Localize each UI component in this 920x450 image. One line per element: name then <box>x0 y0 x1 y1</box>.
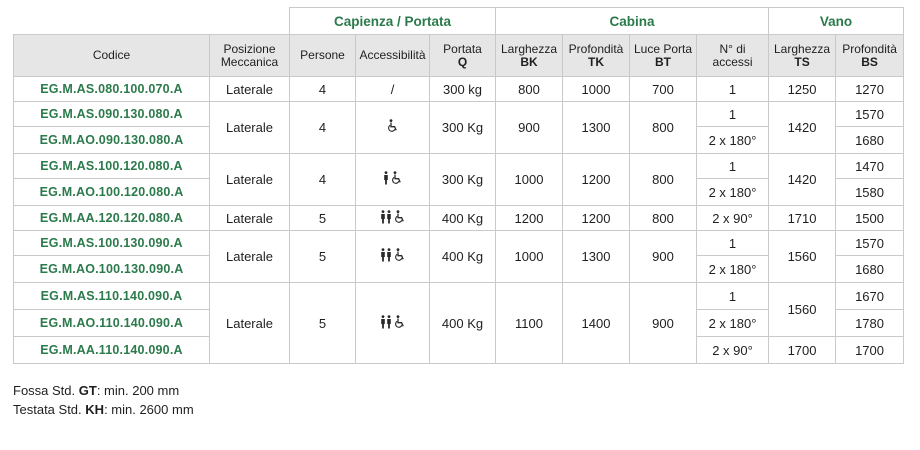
group-header-row <box>14 8 904 35</box>
bs-cell: 1700 <box>836 337 904 364</box>
col-door-label: Luce Porta <box>633 41 693 56</box>
position-cell: Laterale <box>210 231 290 283</box>
bt-cell: 800 <box>630 206 697 231</box>
table-row <box>14 154 904 179</box>
table-row <box>14 283 904 310</box>
position-cell: Laterale <box>210 206 290 231</box>
bt-cell: 900 <box>630 283 697 364</box>
ts-cell: 1420 <box>769 154 836 206</box>
tk-cell: 1300 <box>563 231 630 283</box>
col-cab-width-symbol: BK <box>520 54 538 69</box>
code-cell: EG.M.AO.110.140.090.A <box>14 310 210 337</box>
table-row <box>14 231 904 256</box>
bs-cell: 1680 <box>836 127 904 154</box>
persons-cell: 4 <box>290 77 356 102</box>
bs-cell: 1500 <box>836 206 904 231</box>
accessibility-cell <box>356 154 430 206</box>
bs-cell: 1670 <box>836 283 904 310</box>
col-accessibility: Accessibilità <box>356 35 430 77</box>
col-door <box>630 35 697 77</box>
load-cell: 300 Kg <box>430 154 496 206</box>
load-cell: 300 kg <box>430 77 496 102</box>
ts-cell: 1710 <box>769 206 836 231</box>
access-cell: 1 <box>697 102 769 127</box>
group-cabin: Cabina <box>496 8 769 35</box>
code-cell: EG.M.AA.110.140.090.A <box>14 337 210 364</box>
col-access-line2: accessi <box>712 54 753 69</box>
bt-cell: 900 <box>630 231 697 283</box>
bk-cell: 1000 <box>496 231 563 283</box>
lift-spec-table <box>13 7 904 364</box>
bs-cell: 1270 <box>836 77 904 102</box>
access-cell: 2 x 180° <box>697 310 769 337</box>
group-capacity: Capienza / Portata <box>290 8 496 35</box>
code-cell: EG.M.AO.100.120.080.A <box>14 179 210 206</box>
col-access-line1: N° di <box>719 41 746 56</box>
persons-cell: 4 <box>290 102 356 154</box>
col-door-symbol: BT <box>655 54 672 69</box>
footnotes <box>13 381 194 419</box>
accessibility-cell <box>356 231 430 283</box>
bk-cell: 800 <box>496 77 563 102</box>
bt-cell: 800 <box>630 102 697 154</box>
col-load <box>430 35 496 77</box>
col-position-line2: Meccanica <box>220 54 279 69</box>
col-shaft-width <box>769 35 836 77</box>
pit-note-symbol: GT <box>78 383 97 398</box>
position-cell: Laterale <box>210 283 290 364</box>
bs-cell: 1570 <box>836 231 904 256</box>
col-shaft-depth <box>836 35 904 77</box>
bs-cell: 1580 <box>836 179 904 206</box>
group-shaft: Vano <box>769 8 904 35</box>
bk-cell: 1200 <box>496 206 563 231</box>
pit-note-value: : min. 200 mm <box>96 383 180 398</box>
code-cell: EG.M.AA.120.120.080.A <box>14 206 210 231</box>
bs-cell: 1680 <box>836 256 904 283</box>
col-shaft-depth-label: Profondità <box>842 41 897 56</box>
access-cell: 2 x 180° <box>697 179 769 206</box>
position-cell: Laterale <box>210 77 290 102</box>
load-cell: 300 Kg <box>430 102 496 154</box>
bt-cell: 700 <box>630 77 697 102</box>
col-cab-width-label: Larghezza <box>500 41 558 56</box>
two-persons-wheelchair-icon <box>380 210 406 224</box>
bt-cell: 800 <box>630 154 697 206</box>
bk-cell: 1100 <box>496 283 563 364</box>
access-cell: 1 <box>697 77 769 102</box>
persons-cell: 5 <box>290 283 356 364</box>
col-code: Codice <box>14 35 210 77</box>
tk-cell: 1400 <box>563 283 630 364</box>
ts-cell: 1250 <box>769 77 836 102</box>
headroom-note-value: : min. 2600 mm <box>104 402 194 417</box>
accessibility-cell <box>356 206 430 231</box>
code-cell: EG.M.AS.090.130.080.A <box>14 102 210 127</box>
tk-cell: 1200 <box>563 206 630 231</box>
ts-cell: 1420 <box>769 102 836 154</box>
access-cell: 2 x 90° <box>697 337 769 364</box>
two-persons-wheelchair-icon <box>380 248 406 262</box>
persons-cell: 5 <box>290 231 356 283</box>
table-row <box>14 206 904 231</box>
code-cell: EG.M.AO.100.130.090.A <box>14 256 210 283</box>
code-cell: EG.M.AO.090.130.080.A <box>14 127 210 154</box>
position-cell: Laterale <box>210 102 290 154</box>
headroom-note-prefix: Testata Std. <box>13 402 82 417</box>
access-cell: 1 <box>697 154 769 179</box>
load-cell: 400 Kg <box>430 283 496 364</box>
table-row <box>14 102 904 127</box>
ts-cell: 1700 <box>769 337 836 364</box>
access-cell: 1 <box>697 283 769 310</box>
col-cab-depth-label: Profondità <box>568 41 624 56</box>
person-wheelchair-icon <box>383 171 403 185</box>
col-persons: Persone <box>290 35 356 77</box>
access-cell: 2 x 90° <box>697 206 769 231</box>
persons-cell: 5 <box>290 206 356 231</box>
bk-cell: 900 <box>496 102 563 154</box>
col-access <box>697 35 769 77</box>
position-cell: Laterale <box>210 154 290 206</box>
tk-cell: 1300 <box>563 102 630 154</box>
col-load-label: Portata <box>443 41 482 56</box>
access-cell: 2 x 180° <box>697 127 769 154</box>
col-position <box>210 35 290 77</box>
bk-cell: 1000 <box>496 154 563 206</box>
two-persons-wheelchair-icon <box>380 315 406 329</box>
persons-cell: 4 <box>290 154 356 206</box>
access-cell: 1 <box>697 231 769 256</box>
bs-cell: 1570 <box>836 102 904 127</box>
code-cell: EG.M.AS.100.120.080.A <box>14 154 210 179</box>
col-shaft-width-symbol: TS <box>794 54 810 69</box>
ts-cell: 1560 <box>769 231 836 283</box>
code-cell: EG.M.AS.110.140.090.A <box>14 283 210 310</box>
accessibility-cell: / <box>356 77 430 102</box>
headroom-note <box>13 400 194 419</box>
column-header-row <box>14 35 904 77</box>
group-header-blank <box>14 8 290 35</box>
headroom-note-symbol: KH <box>85 402 105 417</box>
col-cab-depth-symbol: TK <box>588 54 605 69</box>
bs-cell: 1780 <box>836 310 904 337</box>
col-shaft-depth-symbol: BS <box>861 54 878 69</box>
col-load-symbol: Q <box>457 54 468 69</box>
code-cell: EG.M.AS.100.130.090.A <box>14 231 210 256</box>
col-cab-width <box>496 35 563 77</box>
load-cell: 400 Kg <box>430 206 496 231</box>
tk-cell: 1200 <box>563 154 630 206</box>
tk-cell: 1000 <box>563 77 630 102</box>
accessibility-cell <box>356 102 430 154</box>
pit-note-prefix: Fossa Std. <box>13 383 76 398</box>
col-cab-depth <box>563 35 630 77</box>
col-position-line1: Posizione <box>223 41 276 56</box>
ts-cell: 1560 <box>769 283 836 337</box>
wheelchair-icon <box>387 119 399 133</box>
col-shaft-width-label: Larghezza <box>774 41 831 56</box>
accessibility-cell <box>356 283 430 364</box>
code-cell: EG.M.AS.080.100.070.A <box>14 77 210 102</box>
pit-note <box>13 381 194 400</box>
bs-cell: 1470 <box>836 154 904 179</box>
access-cell: 2 x 180° <box>697 256 769 283</box>
table-row <box>14 77 904 102</box>
load-cell: 400 Kg <box>430 231 496 283</box>
